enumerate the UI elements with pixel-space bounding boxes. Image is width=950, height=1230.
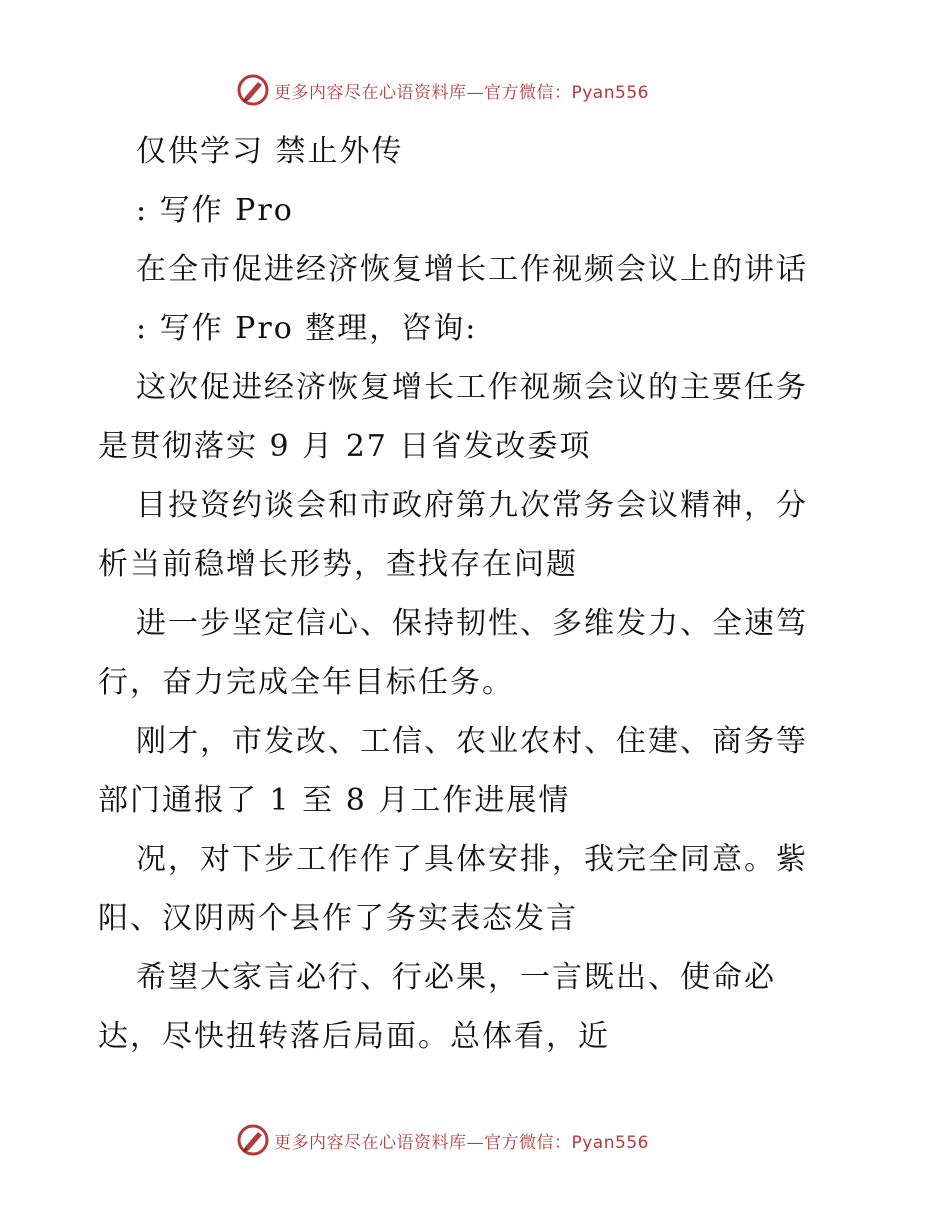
banner-wechat-id: Pyan556 xyxy=(571,82,649,103)
body-line-6: 是贯彻落实 9 月 27 日省发改委项 xyxy=(98,429,592,464)
banner-tail-text: 官方微信： xyxy=(484,82,572,103)
banner-main-text: 更多内容尽在心语资料库 xyxy=(274,1132,467,1153)
body-line-15: 希望大家言必行、行必果，一言既出、使命必 xyxy=(136,960,776,995)
body-line-2: : 写作 Pro xyxy=(136,193,294,228)
body-line-7: 目投资约谈会和市政府第九次常务会议精神，分 xyxy=(136,488,808,523)
banner-text xyxy=(274,78,649,103)
body-line-14: 阳、汉阴两个县作了务实表态发言 xyxy=(98,901,578,936)
banner-main-text: 更多内容尽在心语资料库 xyxy=(274,82,467,103)
body-line-3: 在全市促进经济恢复增长工作视频会议上的讲话 xyxy=(136,252,808,287)
pen-logo-icon xyxy=(236,1123,270,1157)
pen-logo-icon xyxy=(236,73,270,107)
body-line-11: 刚才，市发改、工信、农业农村、住建、商务等 xyxy=(136,724,808,759)
body-line-1: 仅供学习 禁止外传 xyxy=(136,134,404,169)
body-line-4: : 写作 Pro 整理，咨询: xyxy=(136,311,478,346)
body-line-9: 进一步坚定信心、保持韧性、多维发力、全速笃 xyxy=(136,606,808,641)
banner-text xyxy=(274,1128,649,1153)
body-line-12: 部门通报了 1 至 8 月工作进展情 xyxy=(98,783,571,818)
banner-separator: — xyxy=(466,82,484,103)
header-banner xyxy=(236,72,649,108)
body-line-5: 这次促进经济恢复增长工作视频会议的主要任务 xyxy=(136,370,808,405)
body-line-10: 行，奋力完成全年目标任务。 xyxy=(98,665,514,700)
body-line-8: 析当前稳增长形势，查找存在问题 xyxy=(98,547,578,582)
body-line-16: 达，尽快扭转落后局面。总体看，近 xyxy=(98,1019,610,1054)
banner-tail-text: 官方微信： xyxy=(484,1132,572,1153)
banner-wechat-id: Pyan556 xyxy=(571,1132,649,1153)
footer-banner xyxy=(236,1122,649,1158)
body-line-13: 况，对下步工作作了具体安排，我完全同意。紫 xyxy=(136,842,808,877)
document-body xyxy=(98,122,858,1066)
banner-separator: — xyxy=(466,1132,484,1153)
